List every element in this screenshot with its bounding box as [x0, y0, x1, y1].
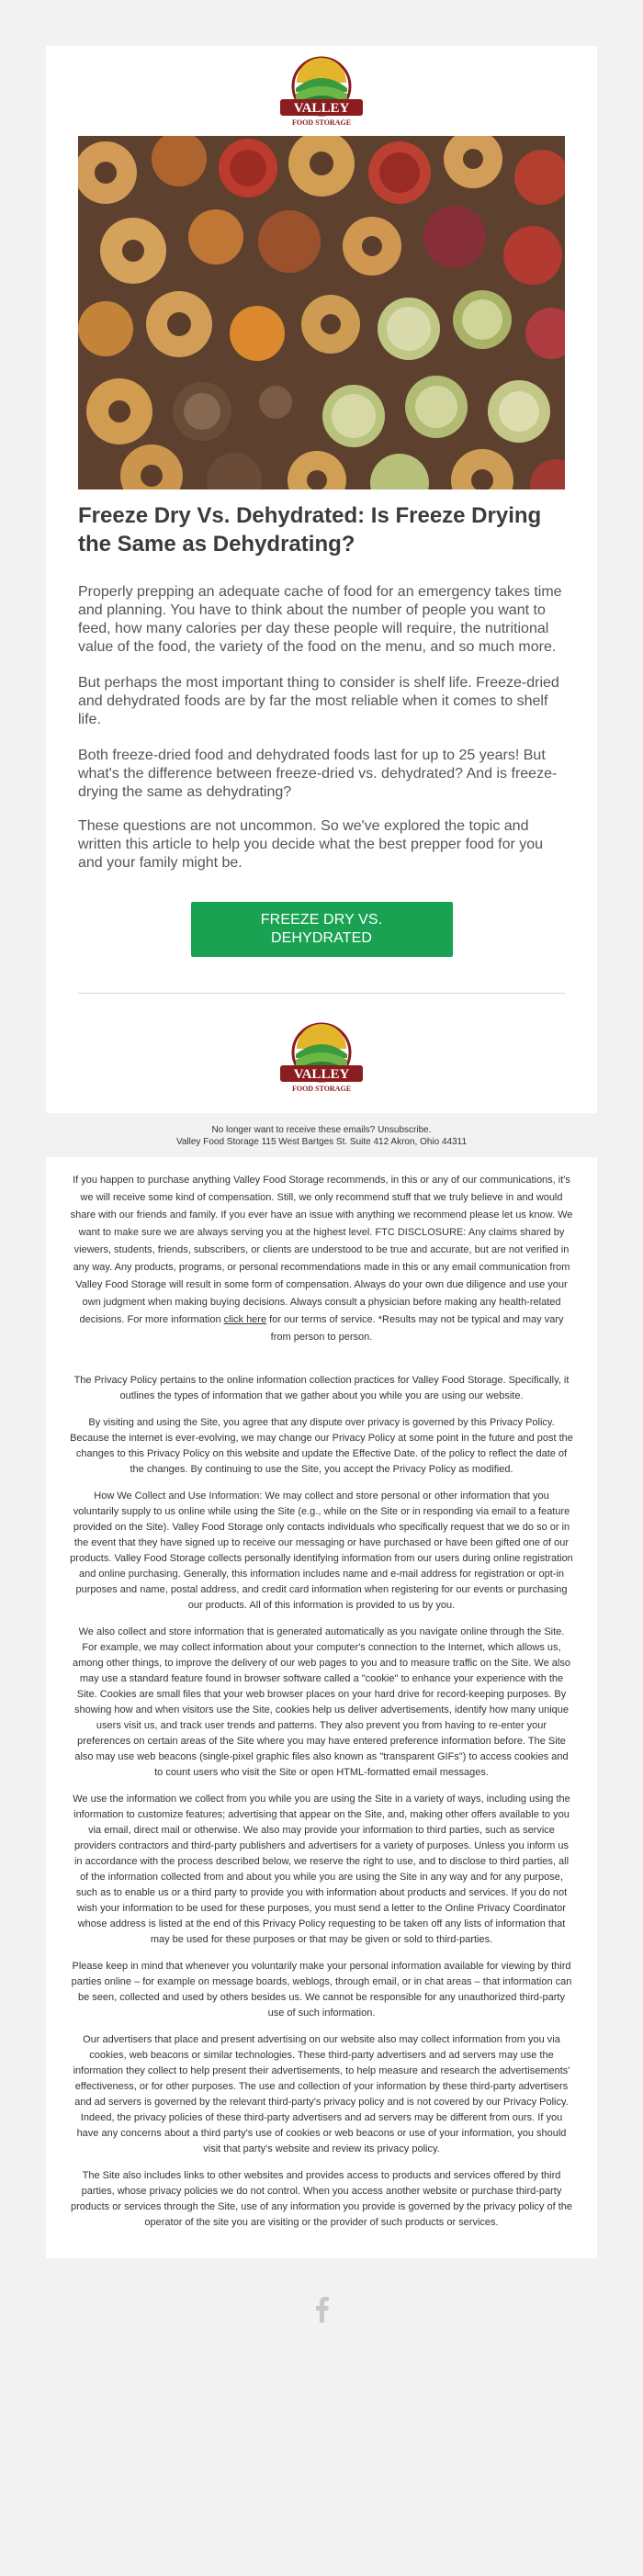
- social-row: [46, 2258, 597, 2323]
- logo-sub: FOOD STORAGE: [291, 118, 352, 127]
- disclosure-text-end: for our terms of service. *Results may not be typical and may vary from person to person.: [266, 1314, 564, 1343]
- article-title: Freeze Dry Vs. Dehydrated: Is Freeze Drying the Same as Dehydrating?: [78, 503, 542, 557]
- cta-row: [78, 902, 565, 957]
- privacy-paragraph: How We Collect and Use Information: We may collect and store personal or other information that you voluntarily supply to us online while using the Site (e.g., while on the Site or in responding via email to a feature provided on the Site). Valley Food Storage only contacts individuals who specifically request that we do so or in the event that they have signed up to receive our messaging or have purchased or have been gifted one of our products. Valley Food Storage collects personally identifying information from our users during online registration and online purchasing. Generally, this information includes name and e-mail address for registration or opt-in purposes and name, postal address, and credit card information when registering for our events or purchasing our products. All of this information is provided to us by you.: [70, 1490, 573, 1611]
- privacy-paragraph: We use the information we collect from you while you are using the Site in a variety of ways, including using the information to customize features; advertising that appear on the Site, and, making other offers available to you via email, direct mail or otherwise. We also may provide your information to third parties, such as service providers contractors and third-party publishers and advertisers for a variety of purposes. Unless you inform us in accordance with the process described below, we reserve the right to use, and to disclose to third parties, all of the information collected from and about you while you are using the Site in any way and for any purpose, such as to enable us or a third party to provide you with information about products and services. If you do not wish your information to be used for these purposes, you must send a letter to the Online Privacy Coordinator whose address is listed at the end of this Privacy Policy requesting to be taken off any lists of information that may be used for these purposes or that may be given or sold to third-parties.: [73, 1794, 570, 1945]
- article-paragraph: These questions are not uncommon. So we've explored the topic and written this article to help you decide what the best prepper food for you and your family might be.: [78, 818, 544, 871]
- privacy-paragraph: We also collect and store information that is generated automatically as you navigate online through the Site. For example, we may collect information about your computer's connection to the Internet, which allows us, among other things, to improve the delivery of our web pages to you and to measure traffic on the Site. We also may use a standard feature found in browser software called a "cookie" to enhance your experience with the Site. Cookies are small files that your web browser places on your hard drive for record-keeping purposes. By showing how and when visitors use the Site, cookies help us deliver advertisements, identify how many unique users visit us, and track user trends and patterns. They also prevent you from having to re-enter your preferences on certain areas of the Site where you may have entered preference information before. The Site also may use web beacons (single-pixel graphic files also known as "transparent GIFs") to access cookies and to count users who visit the Site or open HTML-formatted email messages.: [73, 1626, 570, 1778]
- valley-logo-icon[interactable]: [278, 1021, 365, 1095]
- privacy-paragraph: By visiting and using the Site, you agree that any dispute over privacy is governed by this Privacy Policy. Because the internet is ever-evolving, we may change our Privacy Policy at some point in the future and post the changes to this Privacy Policy on this website and update the Effective Date. of the policy to reflect the date of the changes. By continuing to use the Site, you accept the Privacy Policy as modified.: [70, 1417, 573, 1475]
- facebook-icon[interactable]: [313, 2295, 330, 2323]
- footer-logo-row: [46, 994, 597, 1095]
- article-body: [78, 501, 565, 957]
- logo-word: VALLEY: [293, 101, 350, 116]
- unsubscribe-link[interactable]: No longer want to receive these emails? Unsubscribe.: [211, 1125, 432, 1135]
- valley-logo-icon[interactable]: [278, 55, 365, 129]
- privacy-paragraph: Our advertisers that place and present advertising on our website also may collect information from you via cookies, web beacons or similar technologies. These third-party advertisers and ad servers may use the information they collect to help present their advertisements, to help measure and research the advertisements' effectiveness, or for other purposes. The use and collection of your information by these third-party advertisers and ad servers is governed by the relevant third-party's privacy policy and is not covered by our Privacy Policy. Indeed, the privacy policies of these third-party advertisers and ad servers may be different from ours. If you have any concerns about a third party's use of cookies or web beacons or use of your information, you should visit that party's website and review its privacy policy.: [73, 2034, 570, 2154]
- disclosure-text: If you happen to purchase anything Valley Food Storage recommends, in this or any of our communications, it's we will receive some kind of compensation. Still, we only recommend stuff that we truly believe in and would share with our friends and family. If you ever have an issue with anything we recommend please let us know. We want to make sure we are always serving you at the highest level. FTC DISCLOSURE: Any claims shared by viewers, students, friends, subscribers, or clients are understood to be true and accurate, but are not verified in any way. Any products, programs, or personal recommendations made in this or any email communication from Valley Food Storage will result in some form of compensation. Always do your own due diligence and use your own judgment when making buying decisions. Always consult a physician before making any health-related decisions. For more information: [70, 1175, 573, 1325]
- logo-word: VALLEY: [293, 1067, 350, 1082]
- disclosure-paragraph: [70, 1172, 573, 1346]
- terms-link[interactable]: click here: [223, 1314, 267, 1325]
- privacy-paragraph: The Site also includes links to other websites and provides access to products and services offered by third parties, whose privacy policies we do not control. When you access another website or purchase third-party products or services through the Site, use of any information you provide is governed by the privacy policy of the operator of the site you are visiting or the provider of such products or services.: [70, 2170, 572, 2228]
- email-container: [46, 46, 597, 2323]
- article-paragraph: Properly prepping an adequate cache of food for an emergency takes time and planning. You have to think about the number of people you want to feed, how many calories per day these people will require, the nutritional value of the food, the variety of the food on the menu, and so much more.: [78, 584, 562, 655]
- article-paragraph: But perhaps the most important thing to consider is shelf life. Freeze-dried and dehydrated foods are by far the most reliable when it comes to shelf life.: [78, 675, 559, 727]
- privacy-paragraph: The Privacy Policy pertains to the online information collection practices for Valley Food Storage. Specifically, it outlines the types of information that we gather about you while you are using our website.: [73, 1375, 570, 1401]
- logo-sub: FOOD STORAGE: [291, 1085, 352, 1093]
- freeze-dry-cta-button[interactable]: FREEZE DRY VS. DEHYDRATED: [191, 902, 453, 957]
- header-logo-row: [46, 46, 597, 129]
- legal-section: [46, 1157, 597, 2258]
- company-address: Valley Food Storage 115 West Bartges St. Suite 412 Akron, Ohio 44311: [175, 1137, 468, 1147]
- dried-fruit-hero-image[interactable]: [78, 136, 565, 489]
- footer-info: [46, 1113, 597, 1157]
- article-card: [46, 46, 597, 1113]
- privacy-paragraph: Please keep in mind that whenever you voluntarily make your personal information available for viewing by third parties online – for example on message boards, weblogs, through email, or in chat areas – that information can be seen, collected and used by others besides us. We cannot be responsible for any unauthorized third-party use of such information.: [71, 1961, 572, 2019]
- article-paragraph: Both freeze-dried food and dehydrated foods last for up to 25 years! But what's the difference between freeze-dried vs. dehydrated? And is freeze-drying the same as dehydrating?: [78, 748, 558, 800]
